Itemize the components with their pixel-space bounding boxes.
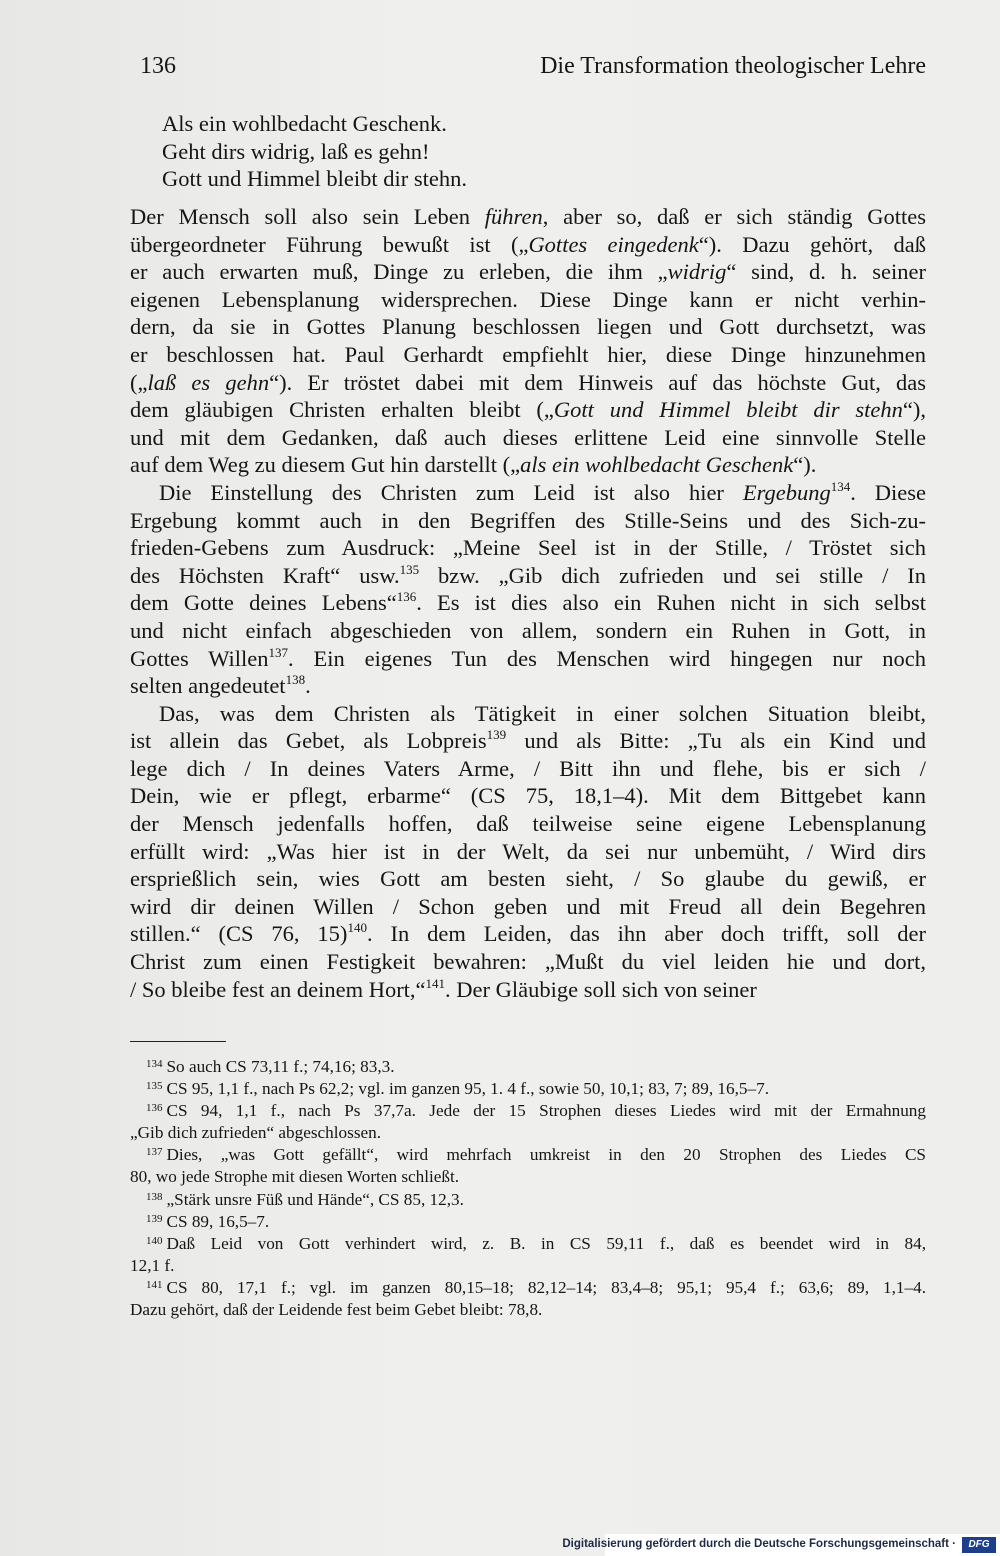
footnote-text: Daß Leid von Gott verhindert wird, z. B. in CS 59,11 f., daß es beendet wird in 84, — [166, 1233, 926, 1253]
text-line — [130, 562, 926, 590]
footnote-ref: 136 — [396, 589, 417, 605]
text-run: . — [305, 673, 311, 699]
footnote-line — [130, 1211, 926, 1233]
text-run: ersprießlich sein, wies Gott am besten sieht, / So glaube du gewiß, er — [130, 866, 926, 892]
footnote-text: 80, wo jede Strophe mit diesen Worten schließt. — [130, 1167, 460, 1187]
text-line — [130, 231, 926, 259]
footnote — [130, 1277, 926, 1321]
text-run: lege dich / In deines Vaters Arme, / Bitt ihn und flehe, bis er sich / — [130, 755, 926, 781]
text-run: / So bleibe fest an deinem Hort,“ — [130, 976, 426, 1002]
footnote-ref: 141 — [425, 975, 446, 991]
text-line — [130, 672, 926, 700]
verse-line: Gott und Himmel bleibt dir stehn. — [162, 166, 467, 191]
text-line — [130, 369, 926, 397]
footnote — [130, 1144, 926, 1188]
verse-line: Als ein wohlbedacht Geschenk. — [162, 111, 447, 136]
footnote — [130, 1056, 926, 1078]
footnote-number: 140 — [146, 1234, 163, 1247]
footnote-text: CS 80, 17,1 f.; vgl. im ganzen 80,15–18; 82,12–14; 83,4–8; 95,1; 95,4 f.; 63,6; 89, 1,1–4. — [166, 1277, 926, 1297]
italic-run: Gott und Himmel bleibt dir stehn — [553, 397, 903, 423]
text-run: stillen.“ (CS 76, 15) — [130, 921, 348, 947]
footnote-text: „Gib dich zufrieden“ abgeschlossen. — [130, 1123, 382, 1143]
footnote-ref: 140 — [347, 920, 367, 936]
footnote-line — [130, 1078, 926, 1100]
footnote — [130, 1100, 926, 1144]
text-line — [130, 341, 926, 369]
text-run: er auch erwarten muß, Dinge zu erleben, die ihm „ — [130, 259, 668, 285]
text-run: der Mensch jedenfalls hoffen, daß teilweise seine eigene Lebensplanung — [130, 811, 926, 837]
text-run: Die Einstellung des Christen zum Leid ist also hier — [159, 479, 743, 505]
text-line — [130, 203, 926, 231]
footnote-line — [130, 1166, 926, 1188]
footnote-ref: 134 — [830, 478, 851, 494]
footnotes — [130, 1056, 926, 1321]
text-line — [130, 617, 926, 645]
footnote-line — [130, 1255, 926, 1277]
footnote-divider — [130, 1041, 226, 1042]
italic-run: Gottes eingedenk — [528, 231, 699, 257]
text-line — [130, 755, 926, 783]
text-run: dem gläubigen Christen erhalten bleibt („ — [130, 397, 554, 423]
text-line — [130, 286, 926, 314]
footnote-line — [130, 1189, 926, 1211]
running-title: Die Transformation theologischer Lehre — [540, 53, 926, 79]
footnote-line — [130, 1299, 926, 1321]
text-run: er beschlossen hat. Paul Gerhardt empfiehlt hier, diese Dinge hinzunehmen — [130, 341, 926, 367]
italic-run: Ergebung — [742, 479, 831, 505]
text-run: . In dem Leiden, das ihn aber doch trifft, soll der — [366, 921, 926, 947]
footnote-line — [130, 1277, 926, 1299]
text-line — [130, 534, 926, 562]
page-number: 136 — [140, 53, 176, 79]
footnote-line — [130, 1144, 926, 1166]
text-run: selten angedeutet — [130, 673, 286, 699]
verse-quote — [162, 110, 467, 193]
text-run: und mit dem Gedanken, daß auch dieses erlittene Leid eine sinnvolle Stelle — [130, 424, 926, 450]
text-run: . Der Gläubige soll sich von seiner — [445, 976, 757, 1002]
paragraph-2 — [130, 479, 926, 700]
text-run: ist allein das Gebet, als Lobpreis — [130, 728, 487, 754]
text-run: Gottes Willen — [130, 645, 269, 671]
text-run: Ergebung kommt auch in den Begriffen des Stille-Seins und des Sich-zu- — [130, 507, 926, 533]
footnote-text: CS 94, 1,1 f., nach Ps 37,7a. Jede der 15 Strophen dieses Liedes wird mit der Ermahnung — [166, 1101, 926, 1121]
italic-run: widrig — [667, 259, 727, 285]
text-line — [130, 976, 926, 1004]
text-run: des Höchsten Kraft“ usw. — [130, 562, 400, 588]
paragraph-1 — [130, 203, 926, 479]
text-run: frieden-Gebens zum Ausdruck: „Meine Seel ist in der Stille, / Tröstet sich — [130, 535, 926, 561]
text-run: “). Er tröstet dabei mit dem Hinweis auf das höchste Gut, das — [269, 369, 927, 395]
footnote-text: „Stärk unsre Füß und Hände“, CS 85, 12,3. — [166, 1189, 464, 1209]
verse-line: Geht dirs widrig, laß es gehn! — [162, 138, 430, 164]
text-line — [130, 313, 926, 341]
text-line — [130, 258, 926, 286]
footnote-line — [130, 1100, 926, 1122]
footnote-number: 141 — [146, 1278, 163, 1291]
text-run: eigenen Lebensplanung widersprechen. Diese Dinge kann er nicht verhin- — [130, 286, 926, 312]
paragraph-3 — [130, 700, 926, 1004]
footnote-line — [130, 1233, 926, 1255]
text-line — [130, 810, 926, 838]
text-line — [130, 920, 926, 948]
text-line — [130, 589, 926, 617]
text-run: . Es ist dies also ein Ruhen nicht in sich selbst — [416, 590, 926, 616]
text-run: („ — [130, 369, 148, 395]
dfg-logo-icon: DFG — [962, 1537, 996, 1553]
footnote-number: 135 — [146, 1080, 163, 1093]
text-run: und als Bitte: „Tu als ein Kind und — [506, 728, 926, 754]
footnote — [130, 1078, 926, 1100]
text-run: übergeordneter Führung bewußt ist („ — [130, 231, 529, 257]
text-run: . Ein eigenes Tun des Menschen wird hingegen nur noch — [288, 645, 927, 671]
text-run: erfüllt wird: „Was hier ist in der Welt, da sei nur unbemüht, / Wird dirs — [130, 838, 926, 864]
text-line — [130, 645, 926, 673]
footnote-text: 12,1 f. — [130, 1255, 175, 1275]
footnote-text: Dazu gehört, daß der Leidende fest beim Gebet bleibt: 78,8. — [130, 1300, 543, 1320]
text-run: auf dem Weg zu diesem Gut hin darstellt („ — [130, 452, 521, 478]
text-run: dem Gotte deines Lebens“ — [130, 590, 397, 616]
footnote-number: 138 — [146, 1190, 163, 1203]
text-run: “). Dazu gehört, daß — [698, 231, 926, 257]
footnote-line — [130, 1056, 926, 1078]
footnote-number: 134 — [146, 1058, 163, 1070]
text-run: dern, da sie in Gottes Planung beschlossen liegen und Gott durchsetzt, was — [130, 314, 926, 340]
text-run: . Diese — [850, 479, 926, 505]
text-line — [130, 838, 926, 866]
text-line — [130, 451, 926, 479]
italic-run: laß es gehn — [147, 369, 270, 395]
footnote-ref: 138 — [285, 672, 306, 688]
text-run: “). — [793, 452, 817, 478]
footnote-ref: 135 — [399, 561, 420, 577]
text-line — [130, 865, 926, 893]
text-line — [130, 727, 926, 755]
body-text — [130, 203, 926, 1003]
text-run: wird dir deinen Willen / Schon geben und mit Freud all dein Begehren — [130, 893, 926, 919]
footnote-text: CS 95, 1,1 f., nach Ps 62,2; vgl. im ganzen 95, 1. 4 f., sowie 50, 10,1; 83, 7; 89, 16,5–7. — [166, 1079, 769, 1099]
text-run: bzw. „Gib dich zufrieden und sei stille / In — [419, 562, 926, 588]
text-line — [130, 424, 926, 452]
text-run: Der Mensch soll also sein Leben — [130, 204, 485, 229]
footnote-line — [130, 1122, 926, 1144]
text-line — [130, 396, 926, 424]
text-line — [130, 948, 926, 976]
funding-notice: Digitalisierung gefördert durch die Deutsche Forschungsgemeinschaft · — [562, 1538, 956, 1550]
text-run: Christ zum einen Festigkeit bewahren: „Mußt du viel leiden hie und dort, — [130, 949, 926, 975]
footnote-number: 137 — [146, 1146, 163, 1159]
text-run: Das, was dem Christen als Tätigkeit in einer solchen Situation bleibt, — [159, 700, 926, 726]
footnote — [130, 1189, 926, 1211]
text-run: “), — [902, 397, 926, 423]
footnote-ref: 137 — [268, 644, 289, 660]
text-run: “ sind, d. h. seiner — [726, 259, 927, 285]
digitization-footer — [562, 1534, 1000, 1556]
footnote — [130, 1211, 926, 1233]
text-line — [130, 782, 926, 810]
footnote-text: So auch CS 73,11 f.; 74,16; 83,3. — [166, 1057, 395, 1076]
text-line — [130, 893, 926, 921]
italic-run: als ein wohlbedacht Geschenk — [520, 452, 794, 478]
text-run: , aber so, daß er sich ständig Gottes — [542, 204, 926, 229]
footnote-number: 139 — [146, 1212, 163, 1225]
text-line — [130, 479, 926, 507]
italic-run: führen — [484, 204, 543, 229]
text-run: Dein, wie er pflegt, erbarme“ (CS 75, 18,1–4). Mit dem Bittgebet kann — [130, 783, 926, 809]
text-line — [130, 507, 926, 535]
footnote-text: Dies, „was Gott gefällt“, wird mehrfach umkreist in den 20 Strophen des Liedes CS — [166, 1145, 926, 1165]
footnote — [130, 1233, 926, 1277]
text-run: und nicht einfach abgeschieden von allem, sondern ein Ruhen in Gott, in — [130, 617, 926, 643]
text-line — [130, 700, 926, 728]
footnote-text: CS 89, 16,5–7. — [166, 1211, 270, 1231]
footnote-number: 136 — [146, 1102, 163, 1115]
footnote-ref: 139 — [486, 727, 507, 743]
